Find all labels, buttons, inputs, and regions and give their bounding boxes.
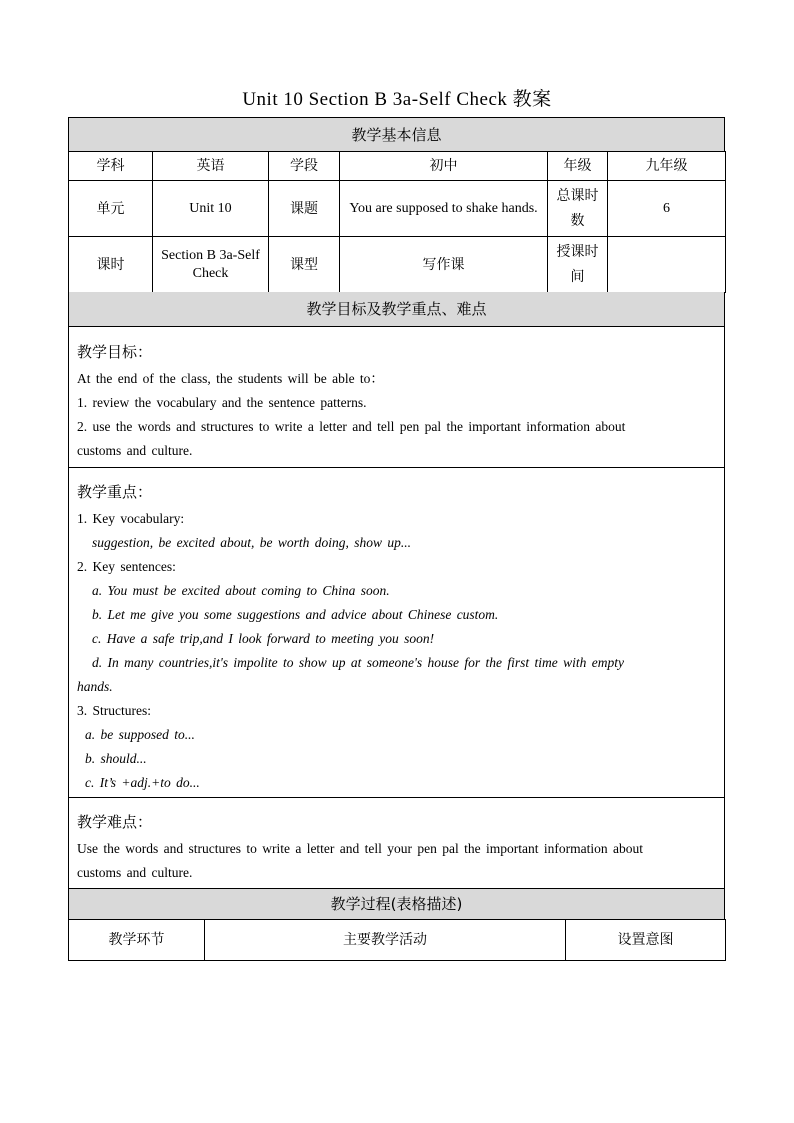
teaching-time-label: 授课时间 <box>548 237 608 293</box>
process-header: 教学过程(表格描述) <box>68 889 725 920</box>
objective-line: 1. review the vocabulary and the sentence patterns. <box>77 395 367 410</box>
key-points-heading: 教学重点： <box>77 483 153 501</box>
topic-label: 课题 <box>269 181 340 237</box>
objectives-heading: 教学目标： <box>77 343 153 361</box>
table-row <box>69 237 726 293</box>
grade-value: 九年级 <box>608 152 726 181</box>
table-row <box>69 152 726 181</box>
structure-item: c. It’s +adj.+to do... <box>85 775 200 790</box>
key-sentence: d. In many countries,it's impolite to show up at someone's house for the first time with empty <box>92 655 624 670</box>
subject-label: 学科 <box>69 152 153 181</box>
key-vocabulary-label: 1. Key vocabulary: <box>77 511 185 526</box>
difficulty-line: customs and culture. <box>77 865 193 880</box>
difficulties-section <box>68 797 725 889</box>
unit-value: Unit 10 <box>153 181 269 237</box>
subject-value: 英语 <box>153 152 269 181</box>
teaching-time-value <box>608 237 726 293</box>
difficulties-heading: 教学难点： <box>77 813 153 831</box>
process-column-header: 设置意图 <box>566 920 726 961</box>
grade-label: 年级 <box>548 152 608 181</box>
stage-label: 学段 <box>269 152 340 181</box>
unit-label: 单元 <box>69 181 153 237</box>
topic-value: You are supposed to shake hands. <box>340 181 548 237</box>
key-points-section <box>68 467 725 798</box>
lesson-type-label: 课型 <box>269 237 340 293</box>
process-column-header: 主要教学活动 <box>205 920 566 961</box>
table-row <box>69 181 726 237</box>
key-sentence: hands. <box>77 679 113 694</box>
structure-item: a. be supposed to... <box>85 727 195 742</box>
structures-label: 3. Structures: <box>77 703 151 718</box>
period-value: Section B 3a-Self Check <box>153 237 269 293</box>
key-sentence: b. Let me give you some suggestions and advice about Chinese custom. <box>92 607 499 622</box>
table-row <box>69 920 726 961</box>
process-column-header: 教学环节 <box>69 920 205 961</box>
total-hours-value: 6 <box>608 181 726 237</box>
key-sentences-label: 2. Key sentences: <box>77 559 176 574</box>
objective-line: At the end of the class, the students will be able to： <box>77 371 384 386</box>
document-title: Unit 10 Section B 3a-Self Check 教案 <box>242 89 552 110</box>
total-hours-label: 总课时数 <box>548 181 608 237</box>
goals-header: 教学目标及教学重点、难点 <box>68 292 725 327</box>
objectives-section <box>68 327 725 468</box>
process-table <box>68 919 726 961</box>
stage-value: 初中 <box>340 152 548 181</box>
period-label: 课时 <box>69 237 153 293</box>
basic-info-table <box>68 151 726 293</box>
key-sentence: a. You must be excited about coming to China soon. <box>92 583 390 598</box>
difficulty-line: Use the words and structures to write a letter and tell your pen pal the important information about <box>77 841 643 856</box>
basic-info-header: 教学基本信息 <box>68 117 725 152</box>
key-vocabulary: suggestion, be excited about, be worth doing, show up... <box>92 535 411 550</box>
structure-item: b. should... <box>85 751 147 766</box>
objective-line: 2. use the words and structures to write a letter and tell pen pal the important information about <box>77 419 626 434</box>
objective-line: customs and culture. <box>77 443 193 458</box>
key-sentence: c. Have a safe trip,and I look forward to meeting you soon! <box>92 631 435 646</box>
lesson-type-value: 写作课 <box>340 237 548 293</box>
